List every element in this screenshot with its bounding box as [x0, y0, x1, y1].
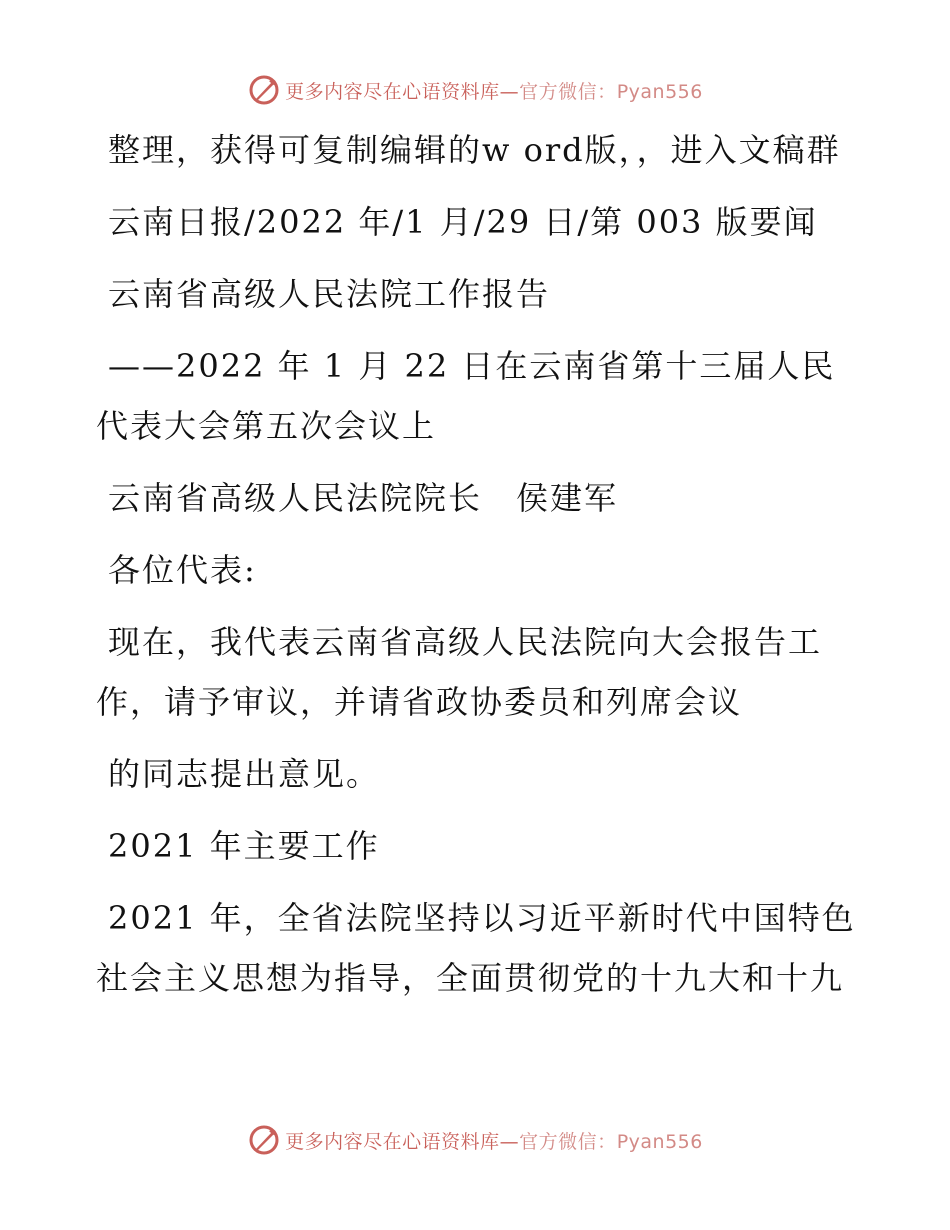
watermark-text [285, 1127, 703, 1154]
paragraph-opening: 现在，我代表云南省高级人民法院向大会报告工作，请予审议，并请省政协委员和列席会议 [96, 623, 823, 721]
watermark-wechat-label: 官方微信： [519, 80, 617, 103]
document-author: 云南省高级人民法院院长 侯建军 [108, 479, 619, 517]
watermark-wechat-id: Pyan556 [616, 1130, 703, 1153]
paragraph-intro-note: 整理，获得可复制编辑的w ord版，，进入文稿群 [108, 131, 841, 169]
document-body [96, 120, 856, 1020]
watermark-wechat-label: 官方微信： [519, 1130, 617, 1153]
watermark-site-text: 更多内容尽在心语资料库 [285, 80, 500, 103]
paragraph-opening-cont: 的同志提出意见。 [108, 755, 381, 793]
footer-watermark [0, 1120, 950, 1160]
watermark-text [285, 77, 703, 104]
quill-pen-circle-icon [247, 73, 281, 107]
watermark-site-text: 更多内容尽在心语资料库 [285, 1130, 500, 1153]
document-title: 云南省高级人民法院工作报告 [108, 275, 551, 313]
quill-pen-circle-icon [247, 1123, 281, 1157]
paragraph-main-work: 2021 年，全省法院坚持以习近平新时代中国特色社会主义思想为指导，全面贯彻党的十九大和十九 [96, 899, 856, 997]
header-watermark [0, 70, 950, 110]
watermark-wechat-id: Pyan556 [616, 80, 703, 103]
document-subtitle: ——2022 年 1 月 22 日在云南省第十三届人民代表大会第五次会议上 [96, 347, 836, 445]
paragraph-source-line: 云南日报/2022 年/1 月/29 日/第 003 版要闻 [108, 203, 818, 241]
watermark-separator: — [499, 1130, 520, 1153]
watermark-separator: — [499, 80, 520, 103]
salutation: 各位代表: [108, 551, 257, 589]
section-heading: 2021 年主要工作 [108, 827, 380, 865]
